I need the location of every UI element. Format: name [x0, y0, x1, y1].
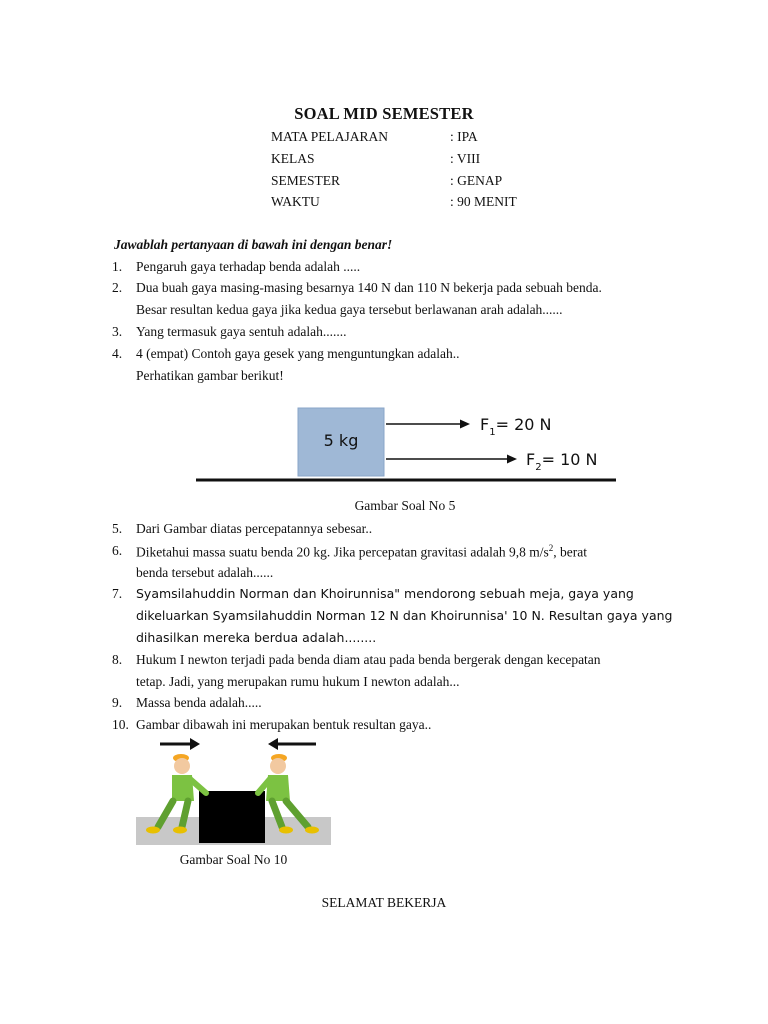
question-8-line-2: tetap. Jadi, yang merupakan rumu hukum I newton adalah... [136, 674, 460, 689]
question-number: 5. [112, 521, 123, 536]
force-1-label: $F_1= 20$ N [480, 415, 552, 438]
question-number: 9. [112, 695, 123, 710]
question-number: 10. [112, 717, 129, 732]
question-4-line-1: 4 (empat) Contoh gaya gesek yang menguntungkan adalah.. [136, 346, 460, 361]
figure-5-diagram [190, 400, 630, 490]
question-number: 1. [112, 259, 123, 274]
question-2-line-1: Dua buah gaya masing-masing besarnya 140 N dan 110 N bekerja pada sebuah benda. [136, 280, 602, 295]
question-5-text: Dari Gambar diatas percepatannya sebesar.. [136, 521, 373, 536]
force-2-label: $F_2= 10$ N [526, 450, 598, 473]
figure-10-illustration [136, 735, 331, 847]
question-1-text: Pengaruh gaya terhadap benda adalah ..... [136, 259, 361, 274]
question-number: 6. [112, 543, 123, 558]
figure-10-caption: Gambar Soal No 10 [179, 852, 288, 867]
question-7-line-3: dihasilkan mereka berdua adalah........ [136, 630, 377, 645]
question-number: 4. [112, 346, 123, 361]
question-number: 8. [112, 652, 123, 667]
question-8-line-1: Hukum I newton terjadi pada benda diam atau pada benda bergerak dengan kecepatan [136, 652, 601, 667]
question-number: 2. [112, 280, 123, 295]
info-label-class: KELAS [271, 151, 315, 166]
info-label-subject: MATA PELAJARAN [271, 129, 389, 144]
pushed-box [199, 791, 265, 843]
page-title: SOAL MID SEMESTER [294, 104, 474, 123]
question-10-text: Gambar dibawah ini merupakan bentuk resultan gaya.. [136, 717, 432, 732]
mass-block-label: 5 kg [323, 431, 359, 450]
question-9-text: Massa benda adalah..... [136, 695, 262, 710]
info-label-semester: SEMESTER [271, 173, 341, 188]
figure-5-caption: Gambar Soal No 5 [354, 498, 456, 513]
push-left-arrowhead [268, 738, 278, 750]
info-value-subject: : IPA [450, 129, 478, 144]
instruction: Jawablah pertanyaan di bawah ini dengan benar! [114, 237, 393, 252]
info-value-class: : VIII [450, 151, 481, 166]
question-4-line-2: Perhatikan gambar berikut! [136, 368, 284, 383]
info-value-semester: : GENAP [450, 173, 503, 188]
closing-text: SELAMAT BEKERJA [321, 895, 447, 910]
force-1-arrowhead [460, 420, 470, 429]
question-number: 3. [112, 324, 123, 339]
force-2-arrowhead [507, 455, 517, 464]
push-right-arrowhead [190, 738, 200, 750]
question-7-line-1: Syamsilahuddin Norman dan Khoirunnisa" mendorong sebuah meja, gaya yang [136, 586, 634, 601]
question-6-line-1: Diketahui massa suatu benda 20 kg. Jika percepatan gravitasi adalah 9,8 $m/s^2$, berat [136, 543, 587, 560]
question-7-line-2: dikeluarkan Syamsilahuddin Norman 12 N dan Khoirunnisa' 10 N. Resultan gaya yang [136, 608, 673, 623]
info-value-time: : 90 MENIT [450, 194, 517, 209]
info-label-time: WAKTU [271, 194, 320, 209]
question-number: 7. [112, 586, 123, 601]
question-6-line-2: benda tersebut adalah...... [136, 565, 274, 580]
question-2-line-2: Besar resultan kedua gaya jika kedua gaya tersebut berlawanan arah adalah...... [136, 302, 563, 317]
question-3-text: Yang termasuk gaya sentuh adalah....... [136, 324, 347, 339]
